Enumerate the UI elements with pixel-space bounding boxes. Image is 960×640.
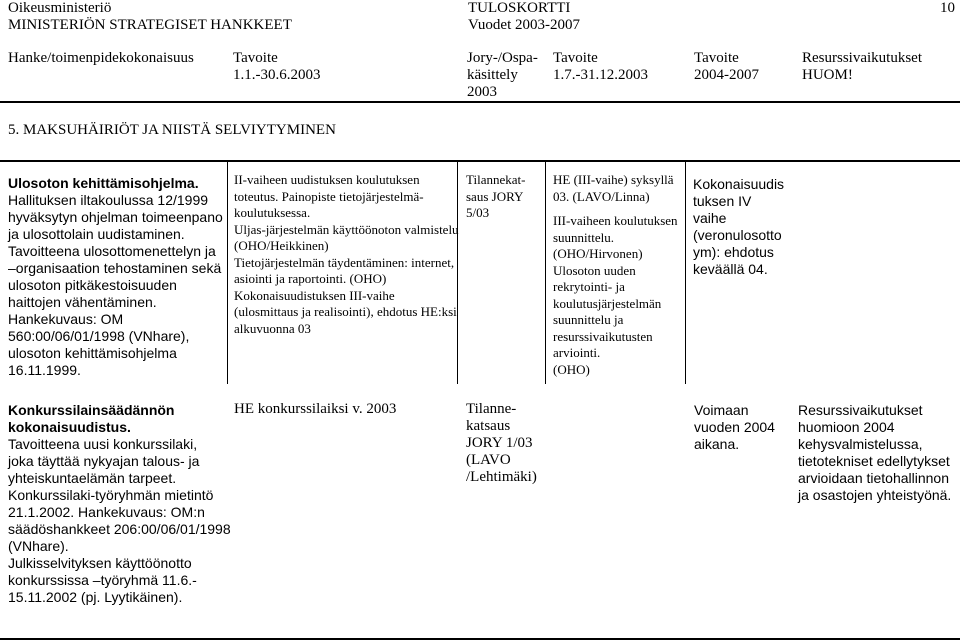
column-divider [545, 160, 546, 384]
section-title: 5. MAKSUHÄIRIÖT JA NIISTÄ SELVIYTYMINEN [8, 122, 336, 138]
row2-resources-cell: Resurssivaikutukset huomioon 2004 kehysvalmistelussa, tietotekniset edellytykset arvioidaan tietohallinnon ja osastojen yhteistyönä. [798, 402, 952, 503]
row1-review-cell: Tilannekat- saus JORY 5/03 [466, 172, 526, 220]
column-header-project: Hanke/toimenpidekokonaisuus [8, 50, 194, 66]
row2-goal-2004-2007-cell: Voimaan vuoden 2004 aikana. [694, 402, 775, 452]
column-divider [227, 160, 228, 384]
column-header-goal-2003-h2: Tavoite 1.7.-31.12.2003 [553, 50, 648, 83]
document-subtitle: MINISTERIÖN STRATEGISET HANKKEET [8, 17, 292, 33]
table-top-border [0, 160, 960, 162]
row2-goal-2003-h1-cell: HE konkurssilaiksi v. 2003 [234, 401, 397, 417]
row2-project-cell: Konkurssilainsäädännön kokonaisuudistus. Tavoitteena uusi konkurssilaki, joka täyttää nykyajan talous- ja yhteiskuntaelämän tarpeet. Konkurssilaki-työryhmän mietintö 21.1.2002. Hankekuvaus: OM:n säädöshankkeet 206:00/06/01/1998 (VNhare). Julkisselvityksen käyttöönotto konkurssissa –työryhmä 11.6.- 15.11.2002 (pj. Lyytikäinen). [8, 402, 231, 605]
column-header-goal-2004-2007: Tavoite 2004-2007 [694, 50, 759, 83]
row1-project-cell: Ulosoton kehittämisohjelma. Hallituksen iltakoulussa 12/1999 hyväksytyn ohjelman toimeenpano ja ulosottolain uudistaminen. Tavoitteena ulosottomenettelyn ja –organisaation tehostaminen sekä ulosoton pitkäkestoisuuden haittojen vähentäminen. Hankekuvaus: OM 560:00/06/01/1998 (VNhare), ulosoton kehittämisohjelma 16.11.1999. [8, 175, 223, 378]
column-header-review: Jory-/Ospa- käsittely 2003 [467, 50, 538, 100]
row1-goal-2003-h1-cell: II-vaiheen uudistuksen koulutuksen toteutus. Painopiste tietojärjestelmä- koulutuksessa. Uljas-järjestelmän käyttöönoton valmistelu (OHO/Heikkinen) Tietojärjestelmän täydentäminen: internet, asiointi ja raportointi. (OHO) Kokonaisuudistuksen III-vaihe (ulosmittaus ja realisointi), ehdotus HE:ksi alkuvuonna 03 [234, 172, 459, 336]
header-divider [0, 101, 960, 103]
row2-review-cell: Tilanne- katsaus JORY 1/03 (LAVO /Lehtimäki) [466, 401, 537, 485]
row1-goal-2004-2007-cell: Kokonaisuudis tuksen IV vaihe (veronulosotto ym): ehdotus keväällä 04. [693, 176, 785, 277]
column-divider [685, 160, 686, 384]
ministry-name: Oikeusministeriö [8, 0, 112, 16]
column-header-goal-2003-h1: Tavoite 1.1.-30.6.2003 [233, 50, 321, 83]
column-header-resources: Resurssivaikutukset HUOM! [802, 50, 922, 83]
page-number: 10 [940, 0, 955, 16]
years-range: Vuodet 2003-2007 [468, 17, 581, 33]
document-title: TULOSKORTTI [468, 0, 571, 16]
row1-goal-2003-h2-cell: HE (III-vaihe) syksyllä 03. (LAVO/Linna) III-vaiheen koulutuksen suunnittelu. (OHO/Hirvonen) Ulosoton uuden rekrytointi- ja koulutusjärjestelmän suunnittelu ja resurssivaikutusten arviointi. (OHO) [553, 172, 678, 377]
